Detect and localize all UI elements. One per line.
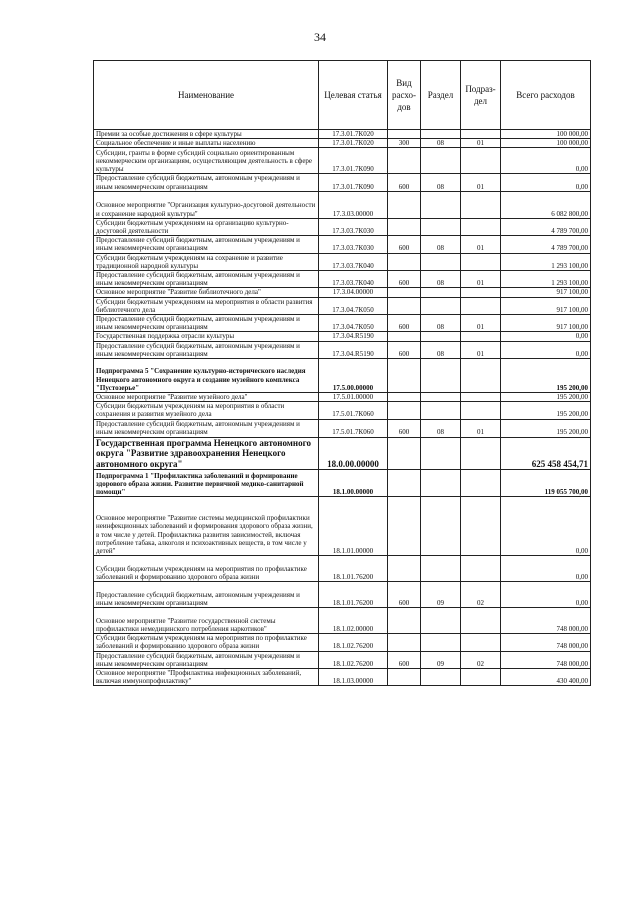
row-target-code: 17.3.03.7К030 — [319, 236, 388, 253]
table-row — [94, 130, 591, 139]
table-row — [94, 332, 591, 341]
table-row — [94, 341, 591, 358]
row-amount: 0,00 — [501, 332, 591, 341]
row-target-code: 18.1.02.00000 — [319, 608, 388, 634]
row-name: Субсидии бюджетным учреждениям на мероприятия в области развития библиотечного дела — [94, 297, 319, 314]
row-target-code: 17.3.04.7К050 — [319, 297, 388, 314]
row-section — [421, 608, 461, 634]
row-section: 08 — [421, 174, 461, 191]
row-kind — [388, 634, 421, 651]
row-name: Субсидии бюджетным учреждениям на мероприятия по профилактике заболеваний и формированию здорового образа жизни — [94, 634, 319, 651]
row-target-code: 17.3.03.7К030 — [319, 218, 388, 235]
row-amount: 4 789 700,00 — [501, 236, 591, 253]
table-row — [94, 556, 591, 582]
row-name: Подпрограмма 5 "Сохранение культурно-исторического наследия Ненецкого автономного округа и создание музейного комплекса "Пустозерье" — [94, 359, 319, 393]
row-subsection — [461, 191, 501, 218]
row-name: Предоставление субсидий бюджетным, автономным учреждениям и иным некоммерческим организациям — [94, 174, 319, 191]
table-row — [94, 139, 591, 148]
page-number: 34 — [314, 30, 326, 44]
row-section — [421, 393, 461, 402]
row-name: Субсидии бюджетным учреждениям на сохранение и развитие традиционной народной культуры — [94, 253, 319, 270]
table-row — [94, 271, 591, 288]
row-subsection: 01 — [461, 174, 501, 191]
row-kind — [388, 288, 421, 297]
row-amount: 625 458 454,71 — [501, 437, 591, 470]
row-amount: 195 200,00 — [501, 419, 591, 437]
table-row — [94, 608, 591, 634]
row-kind — [388, 393, 421, 402]
row-target-code: 17.3.03.7К040 — [319, 253, 388, 270]
row-kind: 300 — [388, 139, 421, 148]
header-row — [94, 61, 591, 130]
row-name: Основное мероприятие "Развитие государственной системы профилактики немедицинского потребления наркотиков" — [94, 608, 319, 634]
row-name: Предоставление субсидий бюджетным, автономным учреждениям и иным некоммерческим организациям — [94, 271, 319, 288]
row-kind — [388, 191, 421, 218]
table-row — [94, 497, 591, 556]
row-section — [421, 668, 461, 685]
table-row — [94, 148, 591, 174]
row-section — [421, 130, 461, 139]
row-name: Подпрограмма 1 "Профилактика заболеваний и формирование здорового образа жизни. Развитие первичной медико-санитарной помощи" — [94, 470, 319, 497]
row-subsection — [461, 359, 501, 393]
row-amount: 0,00 — [501, 174, 591, 191]
budget-table — [93, 60, 591, 686]
row-target-code: 17.3.03.00000 — [319, 191, 388, 218]
row-amount: 917 100,00 — [501, 288, 591, 297]
row-amount: 4 789 700,00 — [501, 218, 591, 235]
table-row — [94, 359, 591, 393]
row-section — [421, 148, 461, 174]
row-section: 08 — [421, 315, 461, 332]
row-amount: 0,00 — [501, 497, 591, 556]
row-amount: 748 000,00 — [501, 634, 591, 651]
row-name: Социальное обеспечение и иные выплаты населению — [94, 139, 319, 148]
row-name: Государственная поддержка отрасли культуры — [94, 332, 319, 341]
row-section — [421, 359, 461, 393]
row-section — [421, 497, 461, 556]
row-target-code: 18.1.02.76200 — [319, 651, 388, 668]
row-amount: 1 293 100,00 — [501, 271, 591, 288]
row-subsection — [461, 608, 501, 634]
row-name: Премии за особые достижения в сфере культуры — [94, 130, 319, 139]
row-section — [421, 402, 461, 419]
row-subsection — [461, 497, 501, 556]
row-subsection: 01 — [461, 139, 501, 148]
row-name: Предоставление субсидий бюджетным, автономным учреждениям и иным некоммерческим организациям — [94, 651, 319, 668]
row-section — [421, 634, 461, 651]
row-name: Основное мероприятие "Развитие системы медицинской профилактики неинфекционных заболеваний и формирования здорового образа жизни, в том числе у детей. Профилактика развития зависимостей, включая потребление табака, алкоголя и психоактивных веществ, в том числе у детей" — [94, 497, 319, 556]
row-subsection — [461, 634, 501, 651]
row-kind: 600 — [388, 271, 421, 288]
row-target-code: 17.3.04.00000 — [319, 288, 388, 297]
header-total: Всего расходов — [501, 61, 591, 130]
row-section: 08 — [421, 236, 461, 253]
row-kind — [388, 608, 421, 634]
row-kind — [388, 470, 421, 497]
row-target-code: 17.3.01.7К020 — [319, 139, 388, 148]
row-kind — [388, 437, 421, 470]
row-kind — [388, 497, 421, 556]
row-subsection — [461, 297, 501, 314]
row-target-code: 17.5.00.00000 — [319, 359, 388, 393]
row-target-code: 18.0.00.00000 — [319, 437, 388, 470]
row-amount: 0,00 — [501, 148, 591, 174]
table-row — [94, 288, 591, 297]
table-body — [94, 130, 591, 686]
table-row — [94, 470, 591, 497]
row-target-code: 17.5.01.00000 — [319, 393, 388, 402]
row-name: Предоставление субсидий бюджетным, автономным учреждениям и иным некоммерческим организациям — [94, 315, 319, 332]
table-row — [94, 582, 591, 608]
header-subsection: Подраз-дел — [461, 61, 501, 130]
row-amount: 0,00 — [501, 582, 591, 608]
row-name: Субсидии бюджетным учреждениям на мероприятия по профилактике заболеваний и формированию здорового образа жизни — [94, 556, 319, 582]
header-kind: Вид расхо-дов — [388, 61, 421, 130]
row-target-code: 17.3.01.7К020 — [319, 130, 388, 139]
row-subsection — [461, 402, 501, 419]
row-name: Предоставление субсидий бюджетным, автономным учреждениям и иным некоммерческим организациям — [94, 582, 319, 608]
row-section: 08 — [421, 419, 461, 437]
row-subsection: 02 — [461, 651, 501, 668]
row-target-code: 18.1.01.76200 — [319, 582, 388, 608]
row-kind: 600 — [388, 236, 421, 253]
row-target-code: 17.3.04.R5190 — [319, 332, 388, 341]
row-target-code: 18.1.00.00000 — [319, 470, 388, 497]
row-section: 09 — [421, 582, 461, 608]
row-kind — [388, 253, 421, 270]
row-kind — [388, 130, 421, 139]
row-name: Основное мероприятие "Развитие библиотечного дела" — [94, 288, 319, 297]
table-row — [94, 668, 591, 685]
row-amount: 195 200,00 — [501, 393, 591, 402]
row-subsection — [461, 556, 501, 582]
table-row — [94, 253, 591, 270]
row-section — [421, 332, 461, 341]
row-amount: 6 082 800,00 — [501, 191, 591, 218]
row-amount: 917 100,00 — [501, 297, 591, 314]
table-row — [94, 419, 591, 437]
table-row — [94, 634, 591, 651]
row-kind — [388, 359, 421, 393]
row-target-code: 17.3.01.7К090 — [319, 148, 388, 174]
row-kind: 600 — [388, 419, 421, 437]
row-subsection — [461, 332, 501, 341]
row-subsection — [461, 218, 501, 235]
row-name: Основное мероприятие "Профилактика инфекционных заболеваний, включая иммунопрофилактику" — [94, 668, 319, 685]
row-section — [421, 297, 461, 314]
row-target-code: 18.1.02.76200 — [319, 634, 388, 651]
row-subsection — [461, 253, 501, 270]
row-target-code: 18.1.01.00000 — [319, 497, 388, 556]
row-target-code: 17.5.01.7К060 — [319, 419, 388, 437]
row-target-code: 17.3.04.7К050 — [319, 315, 388, 332]
row-amount: 1 293 100,00 — [501, 253, 591, 270]
row-name: Государственная программа Ненецкого автономного округа "Развитие здравоохранения Ненецкого автономного округа" — [94, 437, 319, 470]
table-row — [94, 236, 591, 253]
row-section — [421, 218, 461, 235]
row-name: Предоставление субсидий бюджетным, автономным учреждениям и иным некоммерческим организациям — [94, 236, 319, 253]
row-kind — [388, 332, 421, 341]
row-kind: 600 — [388, 315, 421, 332]
row-amount: 195 200,00 — [501, 359, 591, 393]
row-amount: 748 000,00 — [501, 651, 591, 668]
row-section: 08 — [421, 139, 461, 148]
row-name: Субсидии бюджетным учреждениям на организацию культурно-досуговой деятельности — [94, 218, 319, 235]
row-target-code: 17.3.04.R5190 — [319, 341, 388, 358]
row-kind: 600 — [388, 174, 421, 191]
table-row — [94, 315, 591, 332]
table-row — [94, 174, 591, 191]
row-amount: 0,00 — [501, 341, 591, 358]
row-target-code: 18.1.01.76200 — [319, 556, 388, 582]
row-subsection: 01 — [461, 315, 501, 332]
row-kind — [388, 297, 421, 314]
table-row — [94, 191, 591, 218]
row-subsection — [461, 130, 501, 139]
row-target-code: 18.1.03.00000 — [319, 668, 388, 685]
row-amount: 430 400,00 — [501, 668, 591, 685]
row-amount: 0,00 — [501, 556, 591, 582]
row-section: 09 — [421, 651, 461, 668]
row-section: 08 — [421, 341, 461, 358]
table-row — [94, 393, 591, 402]
table-row — [94, 402, 591, 419]
row-section — [421, 253, 461, 270]
row-kind — [388, 556, 421, 582]
header-name: Наименование — [94, 61, 319, 130]
table-row — [94, 218, 591, 235]
row-section — [421, 191, 461, 218]
row-section: 08 — [421, 271, 461, 288]
row-subsection — [461, 470, 501, 497]
row-name: Основное мероприятие "Организация культурно-досуговой деятельности и сохранение народной культуры" — [94, 191, 319, 218]
header-section: Раздел — [421, 61, 461, 130]
row-name: Субсидии, гранты в форме субсидий социально ориентированным некоммерческим организациям, осуществляющим деятельность в сфере культуры — [94, 148, 319, 174]
row-subsection: 01 — [461, 341, 501, 358]
row-subsection — [461, 148, 501, 174]
table-row — [94, 437, 591, 470]
row-section — [421, 437, 461, 470]
row-amount: 748 000,00 — [501, 608, 591, 634]
row-subsection — [461, 437, 501, 470]
row-target-code: 17.3.01.7К090 — [319, 174, 388, 191]
row-name: Предоставление субсидий бюджетным, автономным учреждениям и иным некоммерческим организациям — [94, 419, 319, 437]
row-name: Основное мероприятие "Развитие музейного дела" — [94, 393, 319, 402]
row-amount: 195 200,00 — [501, 402, 591, 419]
row-section — [421, 288, 461, 297]
row-kind — [388, 148, 421, 174]
row-section — [421, 470, 461, 497]
row-subsection: 02 — [461, 582, 501, 608]
row-subsection: 01 — [461, 236, 501, 253]
row-subsection: 01 — [461, 419, 501, 437]
row-amount: 917 100,00 — [501, 315, 591, 332]
header-target: Целевая статья — [319, 61, 388, 130]
table-row — [94, 297, 591, 314]
row-subsection: 01 — [461, 271, 501, 288]
row-kind — [388, 218, 421, 235]
row-subsection — [461, 393, 501, 402]
row-kind — [388, 668, 421, 685]
row-kind: 600 — [388, 582, 421, 608]
row-kind: 600 — [388, 341, 421, 358]
row-kind — [388, 402, 421, 419]
row-section — [421, 556, 461, 582]
table-row — [94, 651, 591, 668]
row-amount: 119 055 700,00 — [501, 470, 591, 497]
row-kind: 600 — [388, 651, 421, 668]
row-name: Предоставление субсидий бюджетным, автономным учреждениям и иным некоммерческим организациям — [94, 341, 319, 358]
row-amount: 100 000,00 — [501, 139, 591, 148]
row-target-code: 17.5.01.7К060 — [319, 402, 388, 419]
row-subsection — [461, 288, 501, 297]
row-subsection — [461, 668, 501, 685]
row-target-code: 17.3.03.7К040 — [319, 271, 388, 288]
row-amount: 100 000,00 — [501, 130, 591, 139]
row-name: Субсидии бюджетным учреждениям на мероприятия в области сохранения и развития музейного дела — [94, 402, 319, 419]
